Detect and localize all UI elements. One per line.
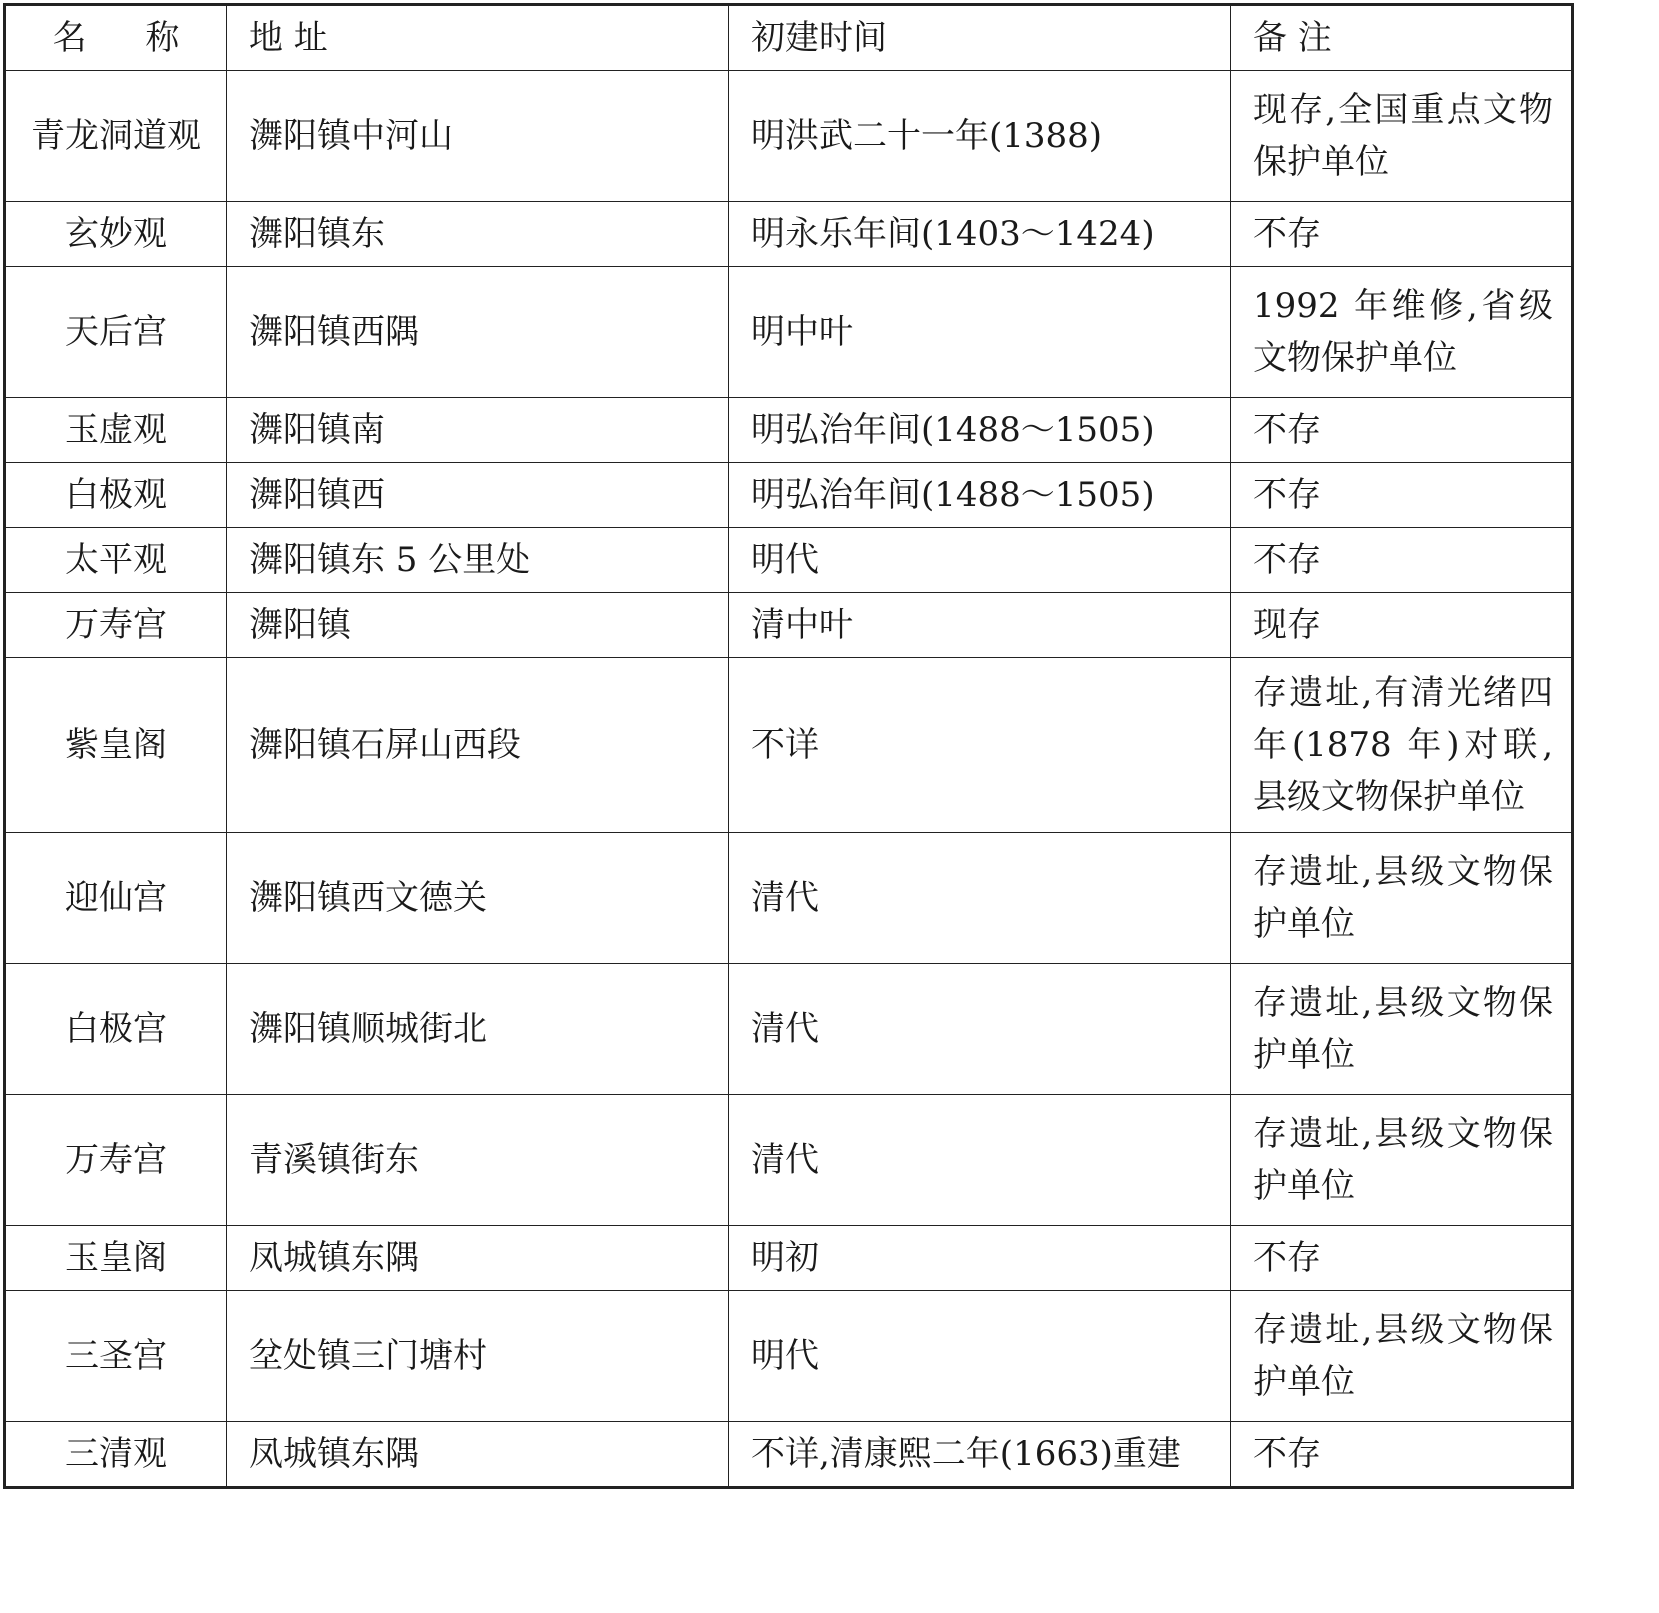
cell-note: 1992 年维修,省级文物保护单位: [1231, 267, 1573, 398]
cell-address: 㵲阳镇石屏山西段: [227, 658, 729, 833]
header-row: [5, 5, 1573, 71]
cell-address: 㵲阳镇西隅: [227, 267, 729, 398]
table-row: [5, 398, 1573, 463]
cell-note: 不存: [1231, 398, 1573, 463]
cell-address: 凤城镇东隅: [227, 1226, 729, 1291]
table-row: [5, 528, 1573, 593]
table-row: [5, 267, 1573, 398]
cell-name: 玄妙观: [5, 202, 227, 267]
cell-note: 存遗址,县级文物保护单位: [1231, 964, 1573, 1095]
table-row: [5, 658, 1573, 833]
cell-address: 㵲阳镇: [227, 593, 729, 658]
cell-name: 玉皇阁: [5, 1226, 227, 1291]
table-row: [5, 1226, 1573, 1291]
table-row: [5, 964, 1573, 1095]
cell-address: 青溪镇街东: [227, 1095, 729, 1226]
cell-note: 存遗址,县级文物保护单位: [1231, 833, 1573, 964]
cell-address: 㵲阳镇西文德关: [227, 833, 729, 964]
cell-note: 现存,全国重点文物保护单位: [1231, 71, 1573, 202]
header-note: 备 注: [1231, 5, 1573, 71]
cell-note: 存遗址,县级文物保护单位: [1231, 1095, 1573, 1226]
table-row: [5, 1422, 1573, 1488]
cell-name: 紫皇阁: [5, 658, 227, 833]
header-name: 名 称: [5, 5, 227, 71]
cell-name: 天后宫: [5, 267, 227, 398]
table-row: [5, 1291, 1573, 1422]
cell-name: 迎仙宫: [5, 833, 227, 964]
cell-built-time: 不详: [729, 658, 1231, 833]
cell-address: 㵲阳镇顺城街北: [227, 964, 729, 1095]
cell-built-time: 明永乐年间(1403～1424): [729, 202, 1231, 267]
cell-note: 存遗址,有清光绪四年(1878 年)对联,县级文物保护单位: [1231, 658, 1573, 833]
cell-name: 青龙洞道观: [5, 71, 227, 202]
header-address: 地 址: [227, 5, 729, 71]
cell-name: 三圣宫: [5, 1291, 227, 1422]
cell-name: 白极观: [5, 463, 227, 528]
cell-note: 存遗址,县级文物保护单位: [1231, 1291, 1573, 1422]
table-row: [5, 71, 1573, 202]
cell-address: 㵲阳镇西: [227, 463, 729, 528]
cell-built-time: 清中叶: [729, 593, 1231, 658]
cell-name: 万寿宫: [5, 1095, 227, 1226]
cell-note: 不存: [1231, 1422, 1573, 1488]
cell-note: 现存: [1231, 593, 1573, 658]
temples-table: [3, 3, 1574, 1489]
cell-built-time: 明洪武二十一年(1388): [729, 71, 1231, 202]
cell-name: 三清观: [5, 1422, 227, 1488]
table-header: [5, 5, 1573, 71]
cell-address: 㵲阳镇中河山: [227, 71, 729, 202]
cell-built-time: 清代: [729, 1095, 1231, 1226]
cell-address: 㵲阳镇东 5 公里处: [227, 528, 729, 593]
header-built-time: 初建时间: [729, 5, 1231, 71]
cell-built-time: 清代: [729, 964, 1231, 1095]
cell-name: 万寿宫: [5, 593, 227, 658]
cell-name: 白极宫: [5, 964, 227, 1095]
cell-built-time: 清代: [729, 833, 1231, 964]
cell-address: 坌处镇三门塘村: [227, 1291, 729, 1422]
table-row: [5, 1095, 1573, 1226]
cell-address: 㵲阳镇东: [227, 202, 729, 267]
table-body: [5, 71, 1573, 1488]
cell-built-time: 明弘治年间(1488～1505): [729, 463, 1231, 528]
cell-note: 不存: [1231, 463, 1573, 528]
cell-built-time: 明初: [729, 1226, 1231, 1291]
cell-name: 玉虚观: [5, 398, 227, 463]
cell-built-time: 明代: [729, 528, 1231, 593]
table-row: [5, 593, 1573, 658]
table-row: [5, 833, 1573, 964]
cell-name: 太平观: [5, 528, 227, 593]
cell-address: 㵲阳镇南: [227, 398, 729, 463]
cell-address: 凤城镇东隅: [227, 1422, 729, 1488]
cell-note: 不存: [1231, 528, 1573, 593]
table-row: [5, 463, 1573, 528]
table-row: [5, 202, 1573, 267]
cell-built-time: 明弘治年间(1488～1505): [729, 398, 1231, 463]
cell-note: 不存: [1231, 202, 1573, 267]
cell-note: 不存: [1231, 1226, 1573, 1291]
cell-built-time: 不详,清康熙二年(1663)重建: [729, 1422, 1231, 1488]
cell-built-time: 明中叶: [729, 267, 1231, 398]
cell-built-time: 明代: [729, 1291, 1231, 1422]
